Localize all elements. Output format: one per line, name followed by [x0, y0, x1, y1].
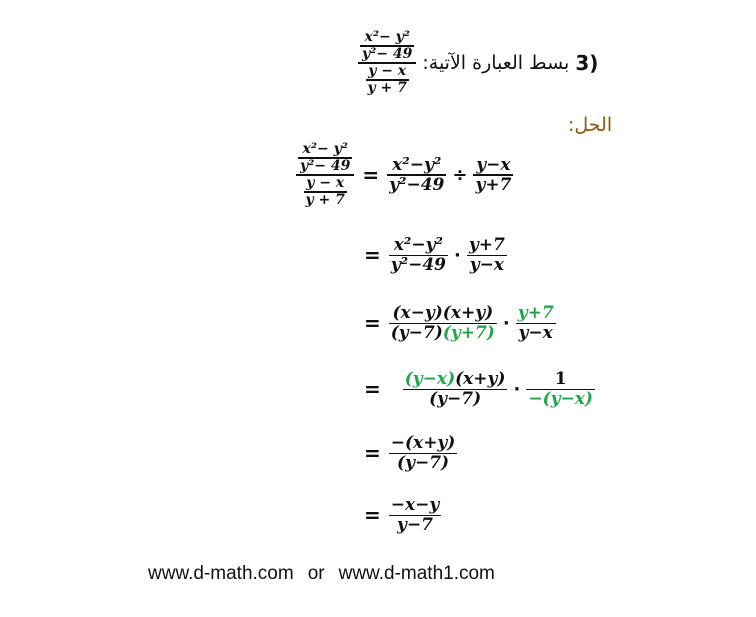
- step-4: [356, 370, 595, 409]
- step2-fraction-b: $\frac{y+7}{y-x}$: [468, 235, 505, 276]
- solution-label: الحل:: [568, 114, 613, 136]
- footer-link-site2[interactable]: www.d-math1.com: [338, 563, 495, 584]
- step1-equals: =: [362, 163, 380, 188]
- problem-header: [358, 30, 598, 96]
- problem-number: 3): [575, 51, 599, 76]
- step5-fraction: $\frac{-(x+y)}{(y-7)}$: [390, 433, 456, 474]
- step2-equals: =: [364, 243, 381, 268]
- step6-fraction: $\frac{-x-y}{y-7}$: [390, 495, 440, 536]
- step1-lhs-bot-den: y + 7: [305, 191, 345, 208]
- step3-fraction-a: $\frac{(x-y)(x+y)}{(y-7)(y+7)}$: [390, 303, 495, 344]
- problem-bottom-numerator: y − x: [368, 62, 407, 79]
- step5-equals: =: [364, 441, 381, 466]
- step4-fraction-a: $\frac{(y-x)(x+y)}{(y-7)}$: [404, 369, 506, 410]
- step6-equals: =: [364, 503, 381, 528]
- multiply-operator: ·: [502, 312, 510, 334]
- step1-lhs: [296, 142, 354, 208]
- step1-fraction-a: $\frac{\text{x²−y²}}{\text{y²−49}}$: [389, 154, 445, 195]
- problem-top-numerator: x²− y²: [364, 29, 410, 45]
- step1-fraction-b: $\frac{y-x}{y+7}$: [475, 154, 512, 195]
- cancel-factor-green: (y+7): [442, 323, 495, 344]
- step4-equals: =: [364, 377, 381, 402]
- footer-link-site1[interactable]: www.d-math.com: [148, 563, 294, 584]
- step-3: [356, 304, 556, 343]
- step1-lhs-bot-num: y − x: [306, 174, 345, 191]
- step3-fraction-b: $\frac{y+7}{y-x}$: [517, 303, 554, 344]
- problem-expression: [358, 30, 416, 96]
- step3-equals: =: [364, 311, 381, 336]
- footer: [148, 563, 495, 585]
- divide-operator: ÷: [452, 164, 468, 186]
- footer-or: or: [307, 563, 325, 584]
- step-2: [356, 236, 507, 275]
- problem-text: بسط العبارة الآتية:: [422, 52, 570, 75]
- step1-lhs-top-num: x²− y²: [302, 141, 348, 157]
- cancel-factor-green: (y−x): [404, 369, 456, 389]
- step-6: [356, 496, 441, 535]
- cancel-factor-green: y+7: [517, 303, 554, 323]
- step2-fraction-a: $\frac{\text{x²−y²}}{\text{y²−49}}$: [390, 235, 446, 276]
- step-5: [356, 434, 457, 473]
- problem-top-denominator: y²− 49: [362, 45, 413, 62]
- problem-bottom-denominator: y + 7: [367, 79, 407, 96]
- step4-fraction-b: $\frac{1}{-(y-x)}$: [528, 369, 593, 410]
- step1-lhs-top-den: y²− 49: [300, 157, 351, 174]
- multiply-operator: ·: [513, 378, 521, 400]
- step-1: [296, 142, 513, 208]
- multiply-operator: ·: [454, 244, 461, 266]
